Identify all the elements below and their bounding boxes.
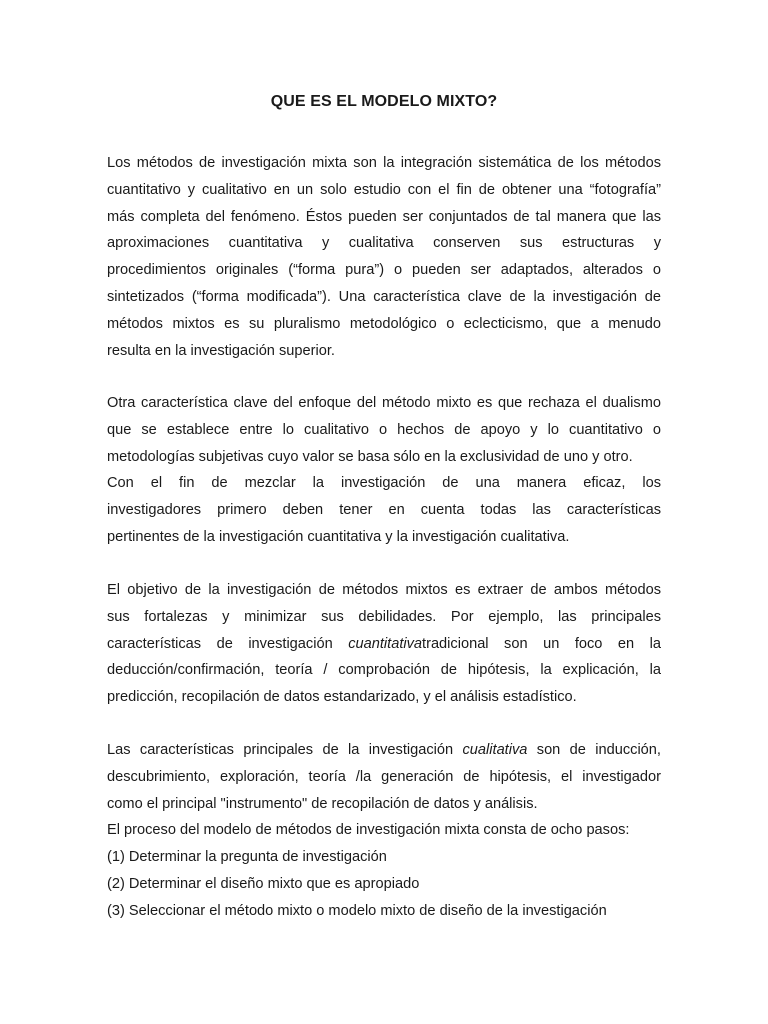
paragraph-line: Con el fin de mezclar la investigación de una manera eficaz, los — [107, 475, 661, 492]
emphasis-text: cuantitativa — [348, 635, 423, 652]
document-title: QUE ES EL MODELO MIXTO? — [270, 93, 498, 110]
text-run: características de investigación — [107, 635, 349, 652]
text-run: Las características principales de la investigación — [107, 742, 463, 758]
paragraph-line: cuantitativo y cualitativo en un solo estudio con el fin de obtener una “fotografía” — [107, 181, 661, 198]
paragraph-line: aproximaciones cuantitativa y cualitativa conserven sus estructuras y — [107, 235, 661, 252]
paragraph-line: investigadores primero deben tener en cuenta todas las características — [107, 502, 661, 519]
paragraph-line: El objetivo de la investigación de métodos mixtos es extraer de ambos métodos — [107, 582, 661, 598]
paragraph-1 — [107, 150, 661, 364]
paragraph-line: más completa del fenómeno. Éstos pueden ser conjuntados de tal manera que las — [107, 208, 661, 225]
paragraph-line: métodos mixtos es su pluralismo metodológico o eclecticismo, que a menudo — [107, 315, 661, 332]
paragraph-line: resulta en la investigación superior. — [107, 342, 335, 359]
paragraph-line: El proceso del modelo de métodos de investigación mixta consta de ocho pasos: — [107, 822, 630, 839]
paragraph-4 — [107, 737, 661, 925]
step-item: (3) Seleccionar el método mixto o modelo mixto de diseño de la investigación — [107, 902, 607, 919]
text-run: tradicional son un foco en la — [422, 635, 662, 652]
paragraph-line: descubrimiento, exploración, teoría /la generación de hipótesis, el investigador — [107, 768, 661, 785]
paragraph-2 — [107, 390, 661, 551]
paragraph-line: que se establece entre lo cualitativo o hechos de apoyo y lo cuantitativo o — [107, 421, 661, 438]
paragraph-line: como el principal "instrumento" de recopilación de datos y análisis. — [107, 795, 538, 812]
paragraph-line: sus fortalezas y minimizar sus debilidades. Por ejemplo, las principales — [107, 608, 661, 625]
paragraph-line: pertinentes de la investigación cuantitativa y la investigación cualitativa. — [107, 528, 570, 545]
paragraph-line: sintetizados (“forma modificada”). Una característica clave de la investigación de — [107, 288, 661, 305]
paragraph-line: Los métodos de investigación mixta son la integración sistemática de los métodos — [107, 155, 661, 171]
paragraph-line: Otra característica clave del enfoque del método mixto es que rechaza el dualismo — [107, 395, 661, 411]
text-run: son de inducción, — [527, 742, 661, 758]
paragraph-line — [107, 631, 661, 658]
step-item: (2) Determinar el diseño mixto que es apropiado — [107, 875, 420, 892]
paragraph-line: metodologías subjetivas cuyo valor se basa sólo en la exclusividad de uno y otro. — [107, 448, 633, 465]
paragraph-line — [107, 737, 661, 764]
step-item: (1) Determinar la pregunta de investigación — [107, 849, 387, 866]
paragraph-line: procedimientos originales (“forma pura”) o pueden ser adaptados, alterados o — [107, 262, 661, 279]
paragraph-3 — [107, 577, 661, 711]
paragraph-line: predicción, recopilación de datos estandarizado, y el análisis estadístico. — [107, 689, 577, 706]
paragraph-line: deducción/confirmación, teoría / comprobación de hipótesis, la explicación, la — [107, 662, 661, 679]
emphasis-text: cualitativa — [462, 742, 528, 758]
